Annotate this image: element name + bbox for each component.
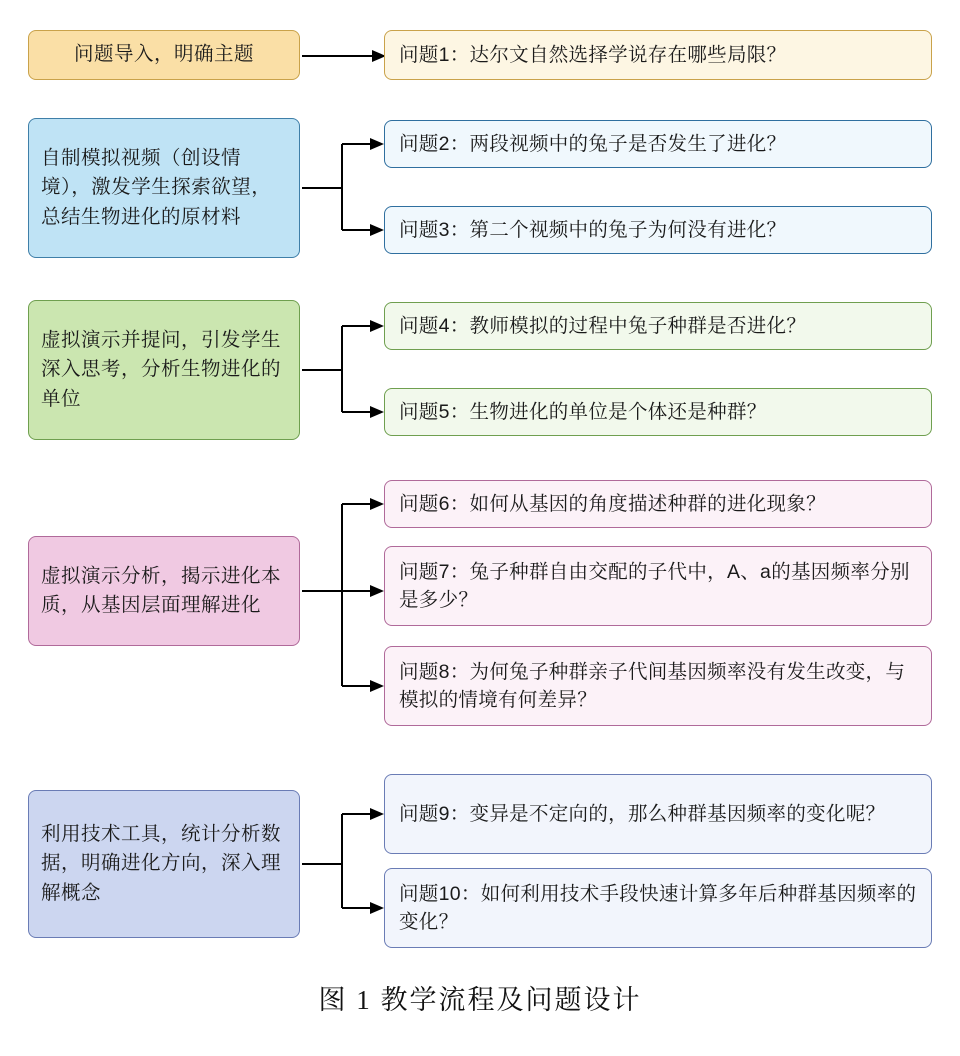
- stage-row-1: [28, 30, 300, 80]
- question-box-q5[interactable]: [384, 388, 932, 436]
- connector-stage-2: [300, 118, 392, 260]
- question-label-q7: 问题7：兔子种群自由交配的子代中，A、a的基因频率分别是多少？: [399, 560, 910, 611]
- question-box-q7[interactable]: [384, 546, 932, 626]
- question-label-q2: 问题2：两段视频中的兔子是否发生了进化？: [399, 132, 787, 155]
- question-box-q3[interactable]: [384, 206, 932, 254]
- question-label-q10: 问题10：如何利用技术手段快速计算多年后种群基因频率的变化？: [399, 882, 917, 933]
- stage-box-1[interactable]: [28, 30, 300, 80]
- connector-stage-5: [300, 790, 392, 940]
- question-box-q10[interactable]: [384, 868, 932, 948]
- question-box-q4[interactable]: [384, 302, 932, 350]
- question-box-q8[interactable]: [384, 646, 932, 726]
- question-label-q8: 问题8：为何兔子种群亲子代间基因频率没有发生改变，与模拟的情境有何差异？: [399, 660, 906, 711]
- stage-label-4: 虚拟演示分析，揭示进化本质，从基因层面理解进化: [41, 564, 282, 616]
- stage-box-4[interactable]: [28, 536, 300, 646]
- stage-label-2: 自制模拟视频（创设情境），激发学生探索欲望，总结生物进化的原材料: [41, 147, 272, 228]
- stage-box-3[interactable]: [28, 300, 300, 440]
- stage-label-3: 虚拟演示并提问，引发学生深入思考，分析生物进化的单位: [41, 329, 282, 410]
- connector-stage-4: [300, 470, 392, 720]
- figure-caption: 图 1 教学流程及问题设计: [318, 985, 642, 1015]
- question-box-q1[interactable]: [384, 30, 932, 80]
- question-box-q2[interactable]: [384, 120, 932, 168]
- connector-stage-3: [300, 300, 392, 442]
- question-box-q6[interactable]: [384, 480, 932, 528]
- stage-label-1: 问题导入，明确主题: [73, 43, 254, 66]
- question-label-q9: 问题9：变异是不定向的，那么种群基因频率的变化呢？: [399, 802, 886, 825]
- question-label-q4: 问题4：教师模拟的过程中兔子种群是否进化？: [399, 314, 807, 337]
- stage-box-5[interactable]: [28, 790, 300, 938]
- stage-box-2[interactable]: [28, 118, 300, 258]
- question-label-q5: 问题5：生物进化的单位是个体还是种群？: [399, 400, 767, 423]
- question-box-q9[interactable]: [384, 774, 932, 854]
- question-label-q6: 问题6：如何从基因的角度描述种群的进化现象？: [399, 492, 826, 515]
- question-label-q3: 问题3：第二个视频中的兔子为何没有进化？: [399, 218, 787, 241]
- question-label-q1: 问题1：达尔文自然选择学说存在哪些局限？: [399, 43, 787, 66]
- stage-label-5: 利用技术工具，统计分析数据，明确进化方向，深入理解概念: [41, 823, 282, 904]
